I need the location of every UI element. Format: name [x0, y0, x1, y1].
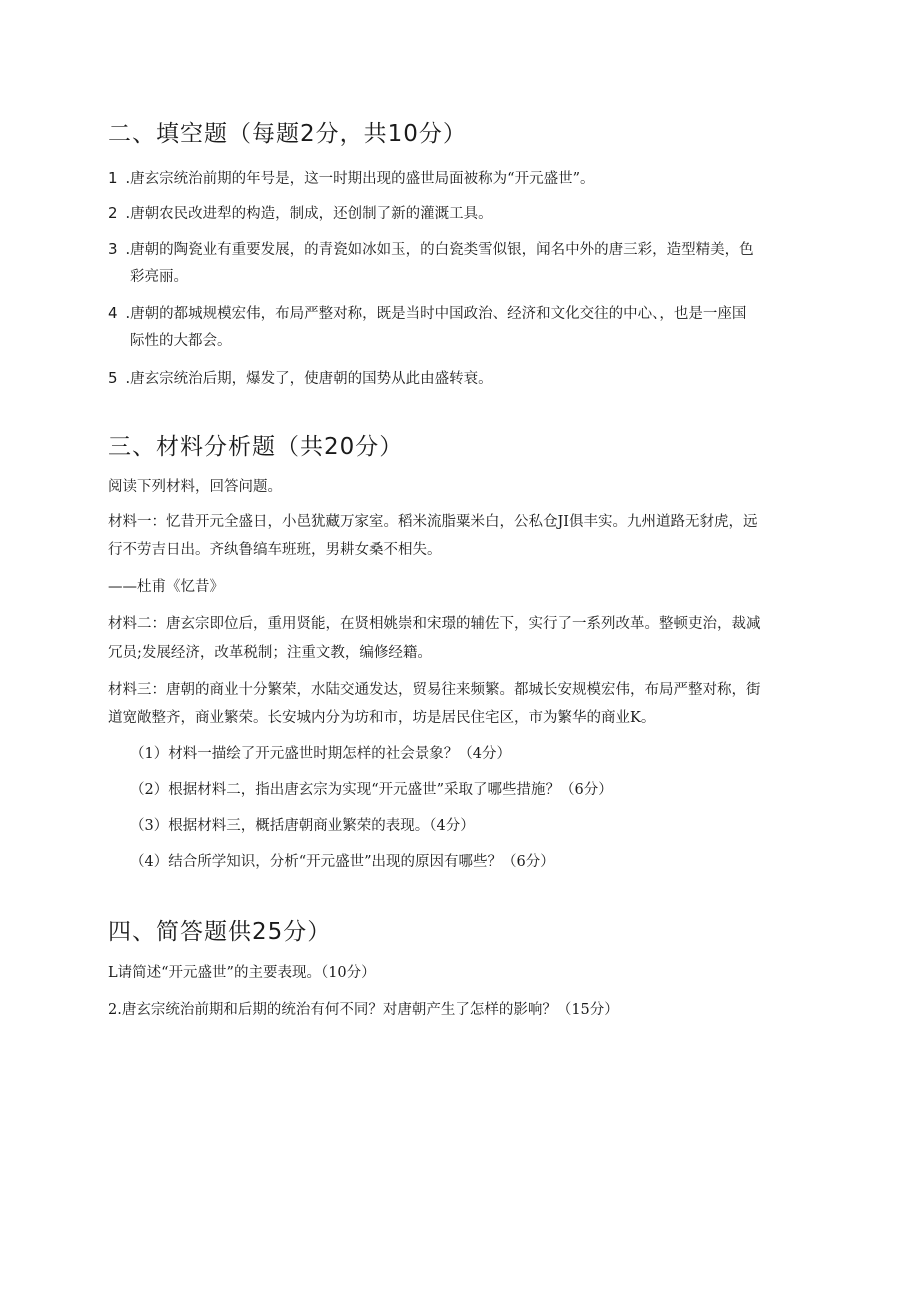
section-4-heading: 四、简答题供25分）	[108, 919, 332, 945]
fill-blank-item-5	[108, 363, 493, 394]
item-number: 1	[108, 169, 118, 187]
item-number: 5	[108, 369, 118, 387]
section-2-heading: 二、填空题（每题2分，共10分）	[108, 121, 467, 147]
material-1-source: ——杜甫《忆昔》	[108, 579, 224, 595]
material-3-line-2: 道宽敞整齐，商业繁荣。长安城内分为坊和市，坊是居民住宅区，市为繁华的商业K。	[108, 710, 656, 726]
item-text: .唐玄宗统治后期，爆发了，使唐朝的国势从此由盛转衰。	[125, 371, 493, 387]
analysis-question-4: （4）结合所学知识，分析“开元盛世”出现的原因有哪些？（6分）	[130, 854, 555, 870]
analysis-question-3: （3）根据材料三，概括唐朝商业繁荣的表现。（4分）	[130, 818, 475, 834]
analysis-question-2: （2）根据材料二，指出唐玄宗为实现“开元盛世”采取了哪些措施？（6分）	[130, 782, 613, 798]
fill-blank-item-4-cont: 际性的大都会。	[130, 333, 232, 349]
item-text: .唐朝的陶瓷业有重要发展，的青瓷如冰如玉，的白瓷类雪似银，闻名中外的唐三彩，造型精美，色	[125, 242, 754, 258]
section-3-heading: 三、材料分析题（共20分）	[108, 434, 404, 460]
item-text: .唐玄宗统治前期的年号是，这一时期出现的盛世局面被称为“开元盛世”。	[125, 171, 595, 187]
fill-blank-item-1	[108, 163, 594, 194]
material-3-line-1: 材料三：唐朝的商业十分繁荣，水陆交通发达，贸易往来频繁。都城长安规模宏伟，布局严整对称，街	[108, 682, 761, 698]
material-2-line-1: 材料二：唐玄宗即位后，重用贤能，在贤相姚崇和宋璟的辅佐下，实行了一系列改革。整顿吏治，裁减	[108, 616, 761, 632]
material-1-line-2: 行不劳吉日出。齐纨鲁缟车班班，男耕女桑不相失。	[108, 542, 442, 558]
item-text: .唐朝的都城规模宏伟，布局严整对称，既是当时中国政治、经济和文化交往的中心、，也是一座国	[125, 306, 747, 322]
item-number: 4	[108, 304, 118, 322]
material-1-line-1: 材料一：忆昔开元全盛日，小邑犹藏万家室。稻米流脂粟米白，公私仓JI俱丰实。九州道路无豺虎，远	[108, 514, 758, 530]
fill-blank-item-3	[108, 234, 754, 265]
material-2-line-2: 冗员;发展经济，改革税制；注重文教，编修经籍。	[108, 645, 432, 661]
fill-blank-item-4	[108, 298, 746, 329]
item-text: .唐朝农民改进犁的构造，制成，还创制了新的灌溉工具。	[125, 206, 493, 222]
item-number: 2	[108, 204, 118, 222]
short-answer-item-1: L请简述“开元盛世”的主要表现。（10分）	[108, 965, 376, 981]
short-answer-item-2: 2.唐玄宗统治前期和后期的统治有何不同？对唐朝产生了怎样的影响？（15分）	[108, 1002, 619, 1018]
fill-blank-item-3-cont: 彩亮丽。	[130, 269, 188, 285]
item-number: 3	[108, 240, 118, 258]
analysis-question-1: （1）材料一描绘了开元盛世时期怎样的社会景象？（4分）	[130, 746, 511, 762]
fill-blank-item-2	[108, 198, 493, 229]
reading-instruction: 阅读下列材料，回答问题。	[108, 479, 282, 495]
